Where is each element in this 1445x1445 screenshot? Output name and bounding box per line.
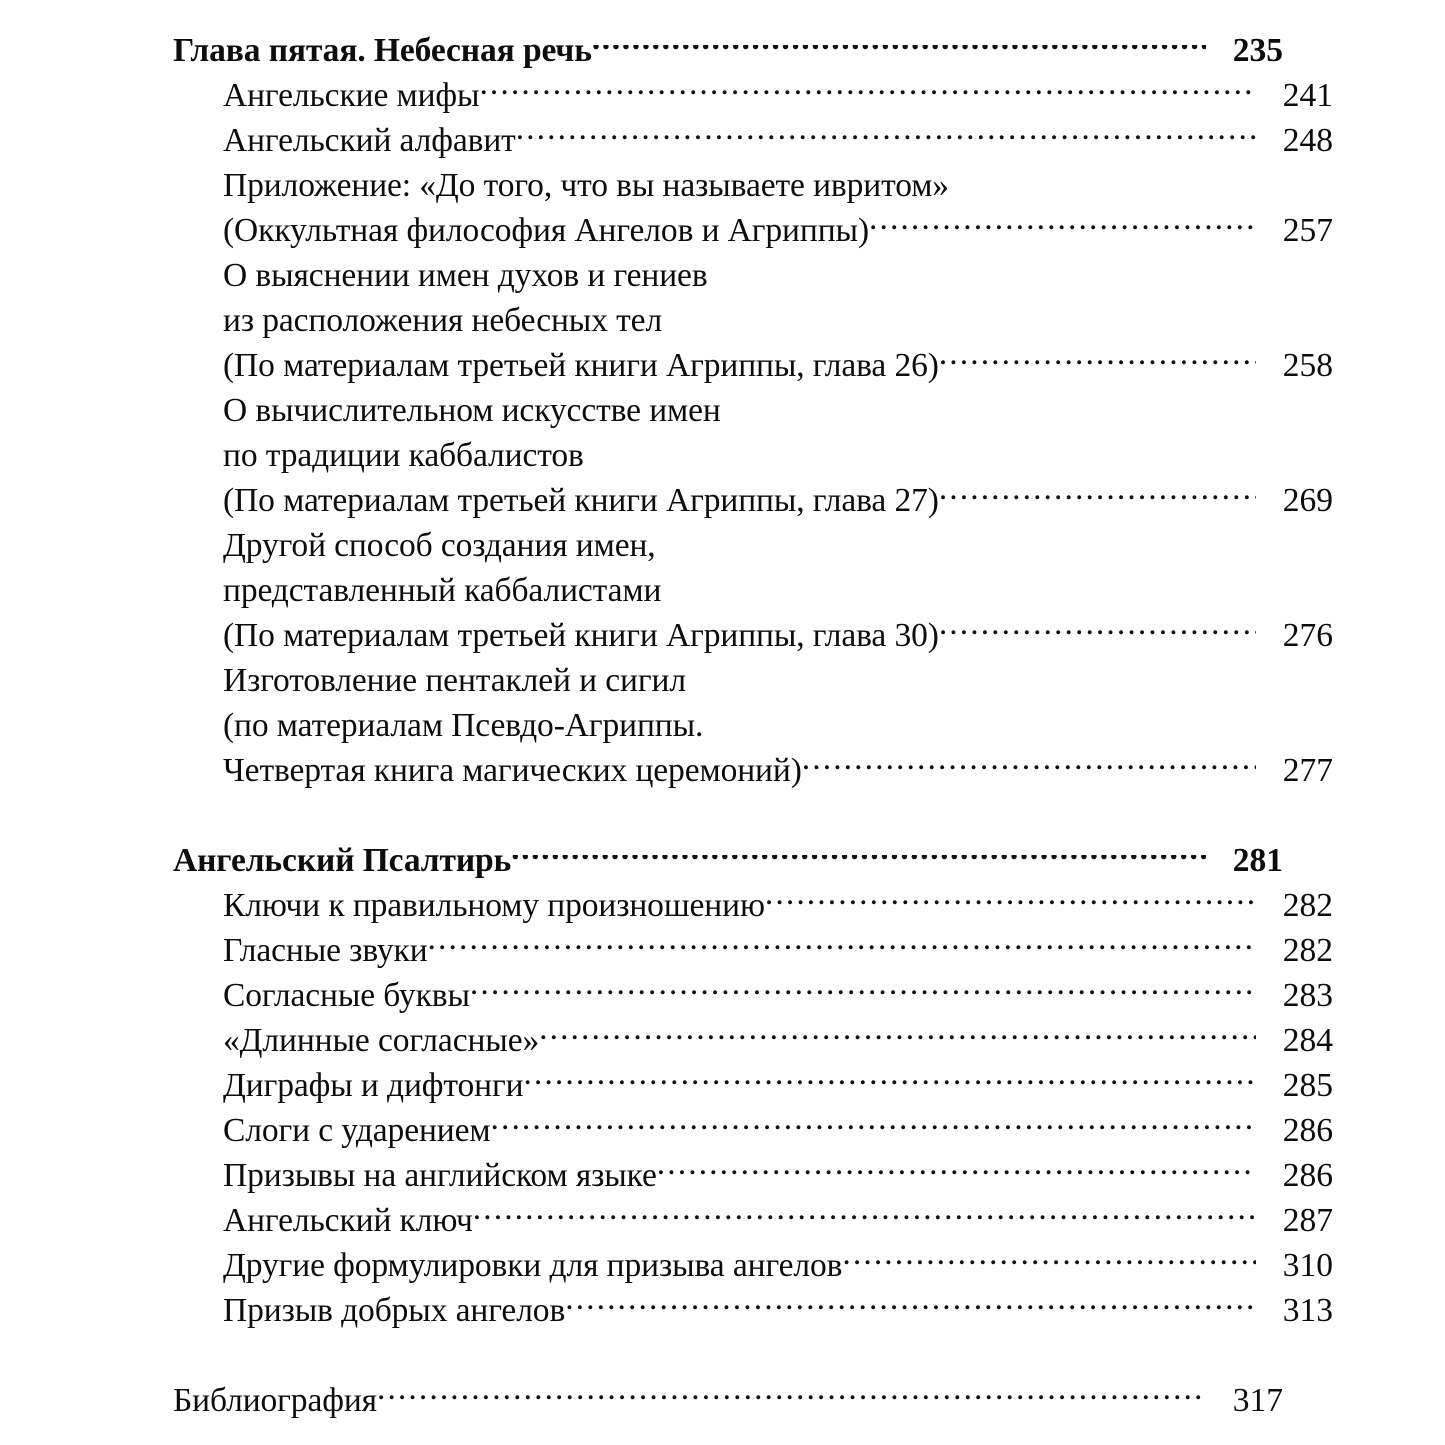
toc-dot-leader: [592, 45, 1206, 61]
toc-entry-label: представленный каббалистами: [223, 572, 662, 609]
toc-entry-label: Изготовление пентаклей и сигил: [223, 662, 686, 699]
toc-entry-label: Ключи к правильному произношению: [223, 887, 765, 924]
toc-entry: [173, 703, 1333, 748]
toc-entry[interactable]: [173, 883, 1333, 928]
toc-entry[interactable]: [173, 1153, 1333, 1198]
toc-entry-label: Другой способ создания имен,: [223, 527, 656, 564]
toc-dot-leader: [869, 225, 1256, 241]
toc-page-number: 310: [1282, 1247, 1333, 1284]
toc-dot-leader: [939, 360, 1256, 376]
toc-entry[interactable]: [173, 613, 1333, 658]
toc-entry-label: Глава пятая. Небесная речь: [173, 32, 592, 69]
toc-entry[interactable]: [173, 478, 1333, 523]
toc-entry[interactable]: [173, 973, 1333, 1018]
toc-entry[interactable]: [173, 1243, 1333, 1288]
toc-page-number: 269: [1282, 482, 1333, 519]
toc-page-number: 283: [1282, 977, 1333, 1014]
toc-entry-label: Ангельский Псалтирь: [173, 842, 512, 879]
toc-entry-label: О выяснении имен духов и гениев: [223, 257, 708, 294]
toc-page-number: 281: [1232, 842, 1283, 879]
toc-entry[interactable]: [173, 1378, 1283, 1423]
toc-page-number: 235: [1232, 32, 1283, 69]
toc-entry-list: [173, 28, 1333, 1423]
toc-entry: [173, 298, 1333, 343]
toc-entry-label: Четвертая книга магических церемоний): [223, 752, 802, 789]
toc-entry[interactable]: [173, 1063, 1333, 1108]
toc-entry[interactable]: [173, 1288, 1333, 1333]
toc-dot-leader: [473, 1215, 1256, 1231]
toc-entry-label: из расположения небесных тел: [223, 302, 663, 339]
toc-page-number: 276: [1282, 617, 1333, 654]
toc-page-number: 284: [1282, 1022, 1333, 1059]
toc-dot-leader: [657, 1170, 1256, 1186]
toc-entry[interactable]: [173, 1108, 1333, 1153]
toc-entry[interactable]: [173, 208, 1333, 253]
toc-entry-label: (По материалам третьей книги Агриппы, глава 30): [223, 617, 939, 654]
toc-page-number: 287: [1282, 1202, 1333, 1239]
toc-entry-label: Приложение: «До того, что вы называете ивритом»: [223, 167, 949, 204]
toc-dot-leader: [470, 990, 1256, 1006]
toc-entry-label: Ангельский ключ: [223, 1202, 473, 1239]
toc-dot-leader: [479, 90, 1256, 106]
toc-entry-label: Согласные буквы: [223, 977, 470, 1014]
toc-entry: [173, 388, 1333, 433]
toc-dot-leader: [491, 1125, 1257, 1141]
toc-page-number: 257: [1282, 212, 1333, 249]
toc-entry[interactable]: [173, 748, 1333, 793]
toc-entry-label: (По материалам третьей книги Агриппы, глава 27): [223, 482, 939, 519]
toc-entry-label: (По материалам третьей книги Агриппы, глава 26): [223, 347, 939, 384]
toc-entry[interactable]: [173, 1018, 1333, 1063]
toc-page-number: 313: [1282, 1292, 1333, 1329]
toc-page-number: 258: [1282, 347, 1333, 384]
toc-entry-label: (Оккультная философия Ангелов и Агриппы): [223, 212, 869, 249]
toc-entry-label: (по материалам Псевдо-Агриппы.: [223, 707, 704, 744]
toc-dot-leader: [428, 945, 1256, 961]
toc-dot-leader: [842, 1260, 1256, 1276]
toc-entry-label: Ангельские мифы: [223, 77, 480, 114]
toc-entry-label: «Длинные согласные»: [223, 1022, 540, 1059]
toc-dot-leader: [802, 765, 1256, 781]
toc-entry-label: Слоги с ударением: [223, 1112, 491, 1149]
toc-entry[interactable]: [173, 928, 1333, 973]
toc-entry-label: Призывы на английском языке: [223, 1157, 657, 1194]
toc-entry[interactable]: [173, 838, 1283, 883]
toc-entry-label: Ангельский алфавит: [223, 122, 516, 159]
toc-dot-leader: [539, 1035, 1256, 1051]
toc-entry: [173, 253, 1333, 298]
toc-dot-leader: [765, 900, 1256, 916]
toc-entry-label: Другие формулировки для призыва ангелов: [223, 1247, 843, 1284]
toc-dot-leader: [565, 1305, 1256, 1321]
toc-dot-leader: [939, 495, 1256, 511]
toc-page-number: 317: [1232, 1382, 1283, 1419]
toc-entry[interactable]: [173, 73, 1333, 118]
toc-dot-leader: [377, 1395, 1206, 1411]
toc-dot-leader: [523, 1080, 1256, 1096]
toc-entry-label: Призыв добрых ангелов: [223, 1292, 566, 1329]
toc-entry[interactable]: [173, 118, 1333, 163]
toc-page-number: 248: [1282, 122, 1333, 159]
toc-page-number: 286: [1282, 1157, 1333, 1194]
toc-entry-label: О вычислительном искусстве имен: [223, 392, 721, 429]
toc-entry: [173, 658, 1333, 703]
toc-entry[interactable]: [173, 1198, 1333, 1243]
toc-page-number: 286: [1282, 1112, 1333, 1149]
toc-page-number: 282: [1282, 887, 1333, 924]
toc-entry-label: Гласные звуки: [223, 932, 428, 969]
toc-dot-leader: [511, 855, 1206, 871]
toc-entry: [173, 163, 1333, 208]
toc-entry: [173, 523, 1333, 568]
toc-entry-label: Диграфы и дифтонги: [223, 1067, 524, 1104]
toc-entry-label: по традиции каббалистов: [223, 437, 584, 474]
toc-entry[interactable]: [173, 343, 1333, 388]
toc-dot-leader: [516, 135, 1256, 151]
toc-page-number: 277: [1282, 752, 1333, 789]
toc-page-number: 241: [1282, 77, 1333, 114]
toc-entry: [173, 433, 1333, 478]
toc-entry[interactable]: [173, 28, 1283, 73]
toc-entry-label: Библиография: [173, 1382, 377, 1419]
toc-page-number: 282: [1282, 932, 1333, 969]
toc-entry: [173, 568, 1333, 613]
toc-page-number: 285: [1282, 1067, 1333, 1104]
toc-dot-leader: [939, 630, 1256, 646]
